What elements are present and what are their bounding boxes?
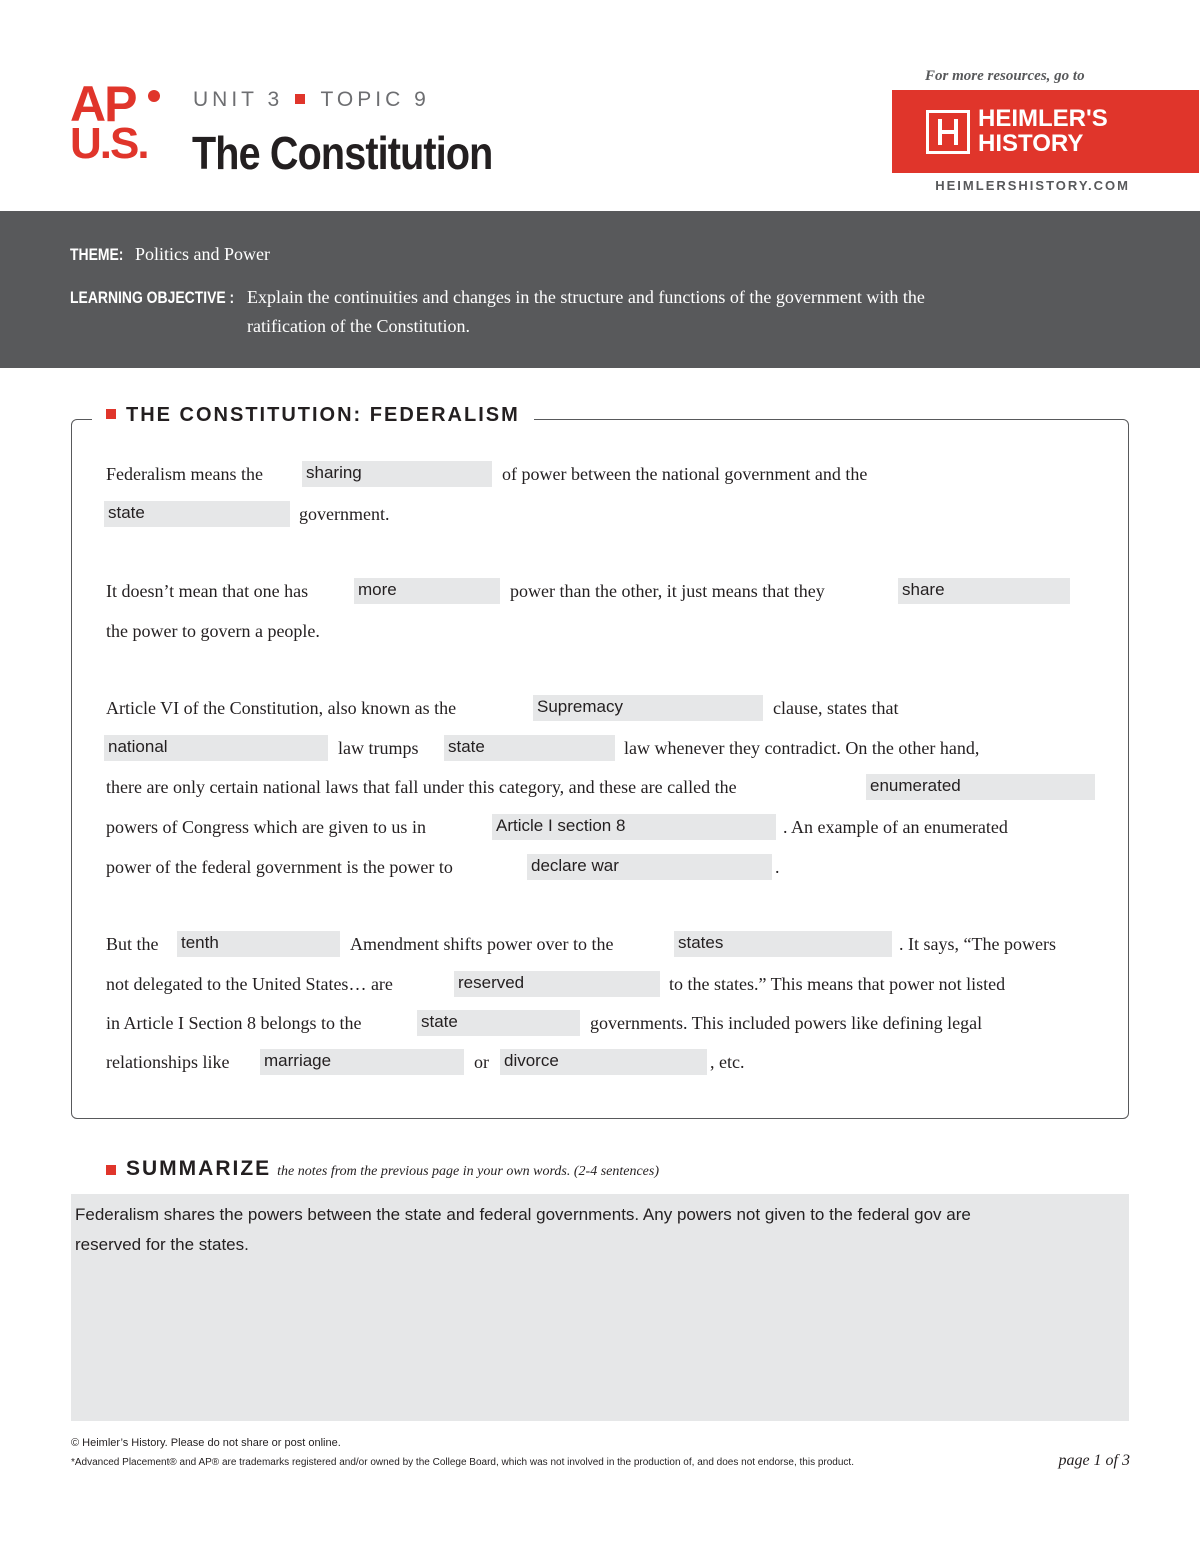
blank-marriage[interactable]: marriage [260, 1049, 464, 1075]
p4-text-6: in Article I Section 8 belongs to the [106, 1013, 362, 1033]
p3-text-1: Article VI of the Constitution, also known as the [106, 698, 457, 718]
p3-text-4: law whenever they contradict. On the other hand, [624, 738, 980, 758]
red-square-icon [106, 1165, 116, 1175]
theme-value: Politics and Power [135, 244, 270, 264]
blank-share[interactable]: share [898, 578, 1070, 604]
p4-text-4: not delegated to the United States… are [106, 974, 393, 994]
summary-answer-line-1: Federalism shares the powers between the state and federal governments. Any powers not given to the federal gov are [75, 1205, 971, 1224]
objective-line-1: Explain the continuities and changes in the structure and functions of the government with the [247, 287, 925, 307]
objective-line-2: ratification of the Constitution. [247, 316, 470, 336]
trademark-notice: *Advanced Placement® and AP® are trademarks registered and/or owned by the College Board, which was not involved in the production of, and does not endorse, this product. [71, 1457, 854, 1468]
blank-state-2[interactable]: state [444, 735, 615, 761]
p3-text-8: power of the federal government is the power to [106, 857, 453, 877]
p4-text-3: . It says, “The powers [899, 934, 1056, 954]
summary-answer-field[interactable] [71, 1194, 1129, 1421]
p4-text-2: Amendment shifts power over to the [350, 934, 614, 954]
objective-label: LEARNING OBJECTIVE : [70, 288, 235, 307]
ap-us-logo [70, 76, 162, 176]
summarize-instruction: the notes from the previous page in your own words. (2-4 sentences) [277, 1164, 659, 1179]
summary-answer-line-2: reserved for the states. [75, 1235, 249, 1254]
p4-text-1: But the [106, 934, 159, 954]
red-square-icon [295, 94, 305, 104]
blank-states[interactable]: states [674, 931, 892, 957]
p4-text-7: governments. This included powers like defining legal [590, 1013, 983, 1033]
p4-text-8: relationships like [106, 1052, 230, 1072]
blank-enumerated[interactable]: enumerated [866, 774, 1095, 800]
unit-topic-label [193, 88, 430, 112]
heimlers-h-icon [926, 110, 970, 154]
p2-text-3: the power to govern a people. [106, 621, 320, 641]
p3-text-3: law trumps [338, 738, 419, 758]
blank-sharing[interactable]: sharing [302, 461, 492, 487]
section-heading-text: THE CONSTITUTION: FEDERALISM [126, 404, 520, 426]
blank-article-i-section-8[interactable]: Article I section 8 [492, 814, 776, 840]
blank-state-1[interactable]: state [104, 501, 290, 527]
topic-label: TOPIC 9 [320, 88, 430, 111]
p1-text-2: of power between the national government and the [502, 464, 868, 484]
blank-supremacy[interactable]: Supremacy [533, 695, 763, 721]
p3-text-7: . An example of an enumerated [783, 817, 1008, 837]
page-title: The Constitution [192, 127, 493, 179]
red-square-icon [106, 409, 116, 419]
blank-reserved[interactable]: reserved [454, 971, 660, 997]
brand-name [978, 106, 1138, 156]
p4-text-9: or [474, 1052, 489, 1072]
p2-text-1: It doesn’t mean that one has [106, 581, 309, 601]
section-heading [92, 404, 534, 427]
brand-name-line2: HISTORY [978, 130, 1084, 157]
summarize-title: SUMMARIZE [126, 1157, 272, 1180]
summarize-heading [106, 1157, 659, 1181]
brand-url-link[interactable]: HEIMLERSHISTORY.COM [935, 178, 1130, 193]
p2-text-2: power than the other, it just means that they [510, 581, 825, 601]
p1-text-1: Federalism means the [106, 464, 263, 484]
page-number: page 1 of 3 [1058, 1452, 1130, 1469]
brand-name-line1: HEIMLER'S [978, 105, 1108, 132]
theme-label: THEME: [70, 245, 124, 264]
p3-text-9: . [775, 857, 780, 877]
blank-declare-war[interactable]: declare war [527, 854, 772, 880]
blank-national[interactable]: national [104, 735, 328, 761]
p4-text-5: to the states.” This means that power not listed [669, 974, 1006, 994]
p3-text-2: clause, states that [773, 698, 899, 718]
blank-tenth[interactable]: tenth [177, 931, 340, 957]
p3-text-6: powers of Congress which are given to us in [106, 817, 426, 837]
us-logo-text: U.S. [70, 119, 148, 168]
p4-text-10: , etc. [710, 1052, 745, 1072]
copyright-notice: © Heimler’s History. Please do not share or post online. [71, 1437, 341, 1449]
unit-label: UNIT 3 [193, 88, 284, 111]
blank-more[interactable]: more [354, 578, 500, 604]
registered-dot-icon [148, 90, 160, 102]
blank-divorce[interactable]: divorce [500, 1049, 707, 1075]
p1-text-3: government. [299, 504, 390, 524]
p3-text-5: there are only certain national laws that fall under this category, and these are called the [106, 777, 737, 797]
more-resources-text: For more resources, go to [925, 68, 1085, 84]
blank-state-3[interactable]: state [417, 1010, 580, 1036]
ap-logo-text: AP [70, 76, 136, 132]
